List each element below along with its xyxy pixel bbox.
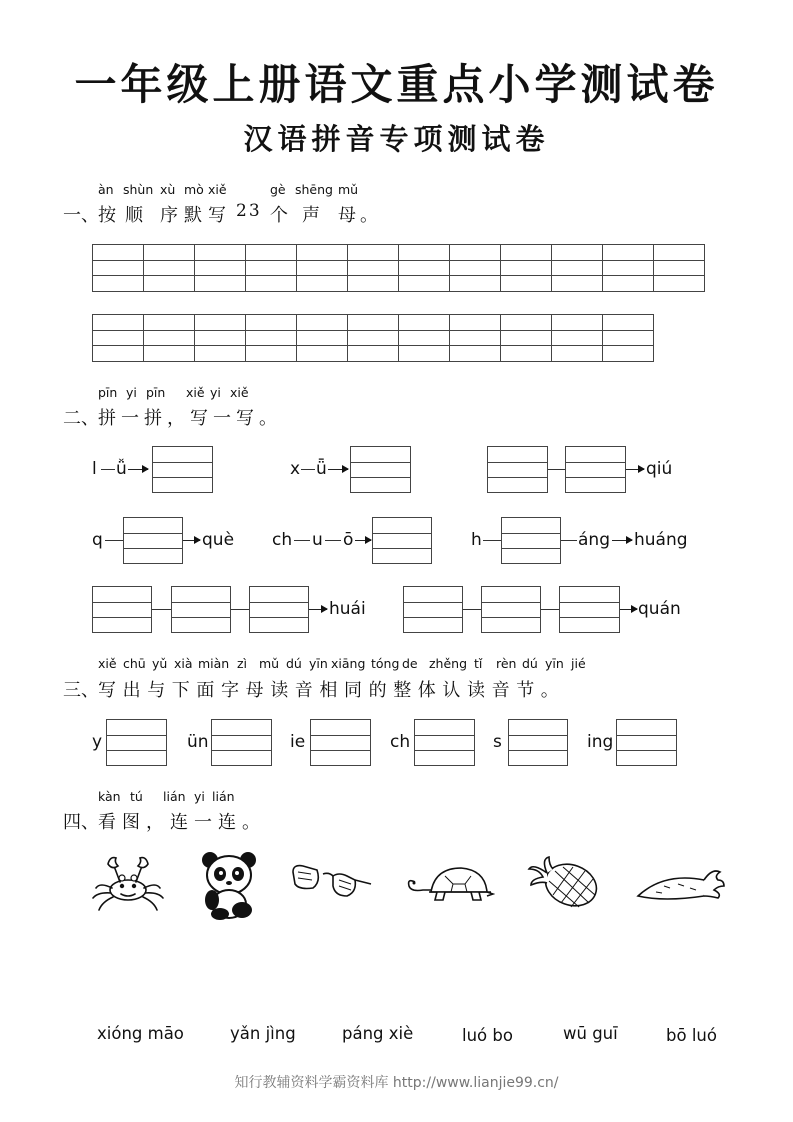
pinyin-an: àn: [98, 182, 114, 197]
answer-box[interactable]: [106, 719, 167, 766]
pinyin-pin: pīn: [98, 385, 118, 400]
letter-ing: ing: [587, 732, 614, 752]
syllable-qiu: qiú: [646, 459, 673, 479]
pinyin: yīn: [545, 656, 564, 671]
syllable-o: ō: [343, 530, 354, 550]
answer-box[interactable]: [414, 719, 475, 766]
q1-char: 个: [270, 205, 288, 226]
arrow-icon: [620, 609, 637, 610]
letter-ch: ch: [390, 732, 411, 752]
question-number: 四、: [63, 812, 99, 833]
q1-number-23: 23: [236, 201, 262, 221]
q1-char: 默: [184, 205, 202, 226]
footer-watermark: 知行教辅资料学霸资料库 http://www.lianjie99.cn/: [234, 1075, 559, 1091]
pinyin: chū: [123, 656, 146, 671]
pinyin: yīn: [309, 656, 328, 671]
syllable-huang: huáng: [634, 530, 688, 550]
question-text: 看图，连一连。: [98, 812, 266, 833]
question-text: 写出与下面字母读音相同的整体认读音节。: [98, 680, 566, 701]
answer-box[interactable]: [211, 719, 272, 766]
syllable-u-umlaut: ǚ: [116, 459, 127, 479]
pinyin-kan: kàn: [98, 789, 121, 804]
arrow-icon: [309, 609, 327, 610]
answer-box[interactable]: [508, 719, 568, 766]
connector-line: [541, 609, 559, 610]
syllable-ang: áng: [578, 530, 610, 550]
q1-char: 母: [338, 205, 356, 226]
arrow-icon: [128, 469, 148, 470]
syllable-x: x: [290, 459, 301, 479]
pinyin-shun: shùn: [123, 182, 154, 197]
carrot-icon[interactable]: [634, 866, 726, 906]
answer-box[interactable]: [403, 586, 463, 633]
answer-pinyin[interactable]: wū guī: [563, 1024, 618, 1043]
pinyin-xie: xiě: [230, 385, 249, 400]
arrow-icon: [626, 469, 644, 470]
pinyin: miàn: [198, 656, 230, 671]
pinyin: mǔ: [259, 656, 280, 671]
answer-box[interactable]: [350, 446, 411, 493]
connector-line: [325, 540, 341, 541]
syllable-quan: quán: [638, 599, 681, 619]
letter-ie: ie: [290, 732, 306, 752]
question-number: 三、: [63, 680, 99, 701]
pinyin-sheng: shēng: [295, 182, 333, 197]
crab-icon[interactable]: [88, 852, 168, 914]
pinyin-tu: tú: [130, 789, 143, 804]
question-number: 二、: [63, 408, 99, 429]
arrow-icon: [183, 540, 200, 541]
writing-grid-row-1[interactable]: [92, 244, 705, 292]
glasses-icon[interactable]: [289, 862, 373, 902]
pinyin: yǔ: [152, 656, 168, 671]
q1-char: 顺: [125, 205, 143, 226]
q1-char: 写: [208, 205, 226, 226]
pinyin-pin: pīn: [146, 385, 166, 400]
answer-box[interactable]: [616, 719, 677, 766]
connector-line: [152, 609, 171, 610]
syllable-u-umlaut: ǖ: [316, 459, 327, 479]
answer-box[interactable]: [249, 586, 309, 633]
letter-y: y: [92, 732, 103, 752]
syllable-ch: ch: [272, 530, 293, 550]
pinyin-yi: yi: [210, 385, 221, 400]
answer-pinyin[interactable]: bō luó: [666, 1026, 717, 1045]
pineapple-icon[interactable]: [527, 855, 603, 911]
pinyin: xiāng: [331, 656, 366, 671]
pinyin: jié: [571, 656, 586, 671]
answer-box[interactable]: [481, 586, 541, 633]
answer-box[interactable]: [372, 517, 432, 564]
syllable-u: u: [312, 530, 323, 550]
q1-char: 。: [360, 205, 378, 226]
syllable-huai: huái: [329, 599, 366, 619]
pinyin-lian: lián: [163, 789, 186, 804]
answer-box[interactable]: [92, 586, 152, 633]
connector-line: [463, 609, 481, 610]
pinyin-yi: yi: [194, 789, 205, 804]
question-number: 一、: [63, 205, 99, 226]
pinyin: zì: [237, 656, 248, 671]
pinyin: dú: [286, 656, 302, 671]
answer-box[interactable]: [559, 586, 620, 633]
answer-box[interactable]: [152, 446, 213, 493]
arrow-icon: [355, 540, 371, 541]
pinyin: xià: [174, 656, 193, 671]
connector-line: [561, 540, 577, 541]
page-title: 一年级上册语文重点小学测试卷: [74, 60, 719, 109]
arrow-icon: [328, 469, 348, 470]
q1-char: 按: [98, 205, 116, 226]
connector-line: [101, 469, 115, 470]
pinyin-mo: mò: [184, 182, 204, 197]
answer-box[interactable]: [565, 446, 626, 493]
letter-s: s: [493, 732, 502, 752]
page-subtitle: 汉语拼音专项测试卷: [243, 122, 550, 156]
syllable-que: què: [202, 530, 235, 550]
arrow-icon: [612, 540, 632, 541]
pinyin-mu: mǔ: [338, 182, 359, 197]
connector-line: [483, 540, 501, 541]
connector-line: [105, 540, 123, 541]
pinyin: dú: [522, 656, 538, 671]
answer-pinyin[interactable]: yǎn jìng: [230, 1024, 296, 1043]
letter-un: ün: [187, 732, 209, 752]
answer-pinyin[interactable]: luó bo: [462, 1026, 513, 1045]
connector-line: [294, 540, 310, 541]
pinyin: rèn: [496, 656, 517, 671]
pinyin-yi: yi: [126, 385, 137, 400]
answer-pinyin[interactable]: xióng māo: [97, 1024, 184, 1043]
pinyin-xu: xù: [160, 182, 176, 197]
pinyin: tóng: [371, 656, 400, 671]
pinyin-lian: lián: [212, 789, 235, 804]
q1-char: 声: [302, 205, 320, 226]
pinyin: xiě: [98, 656, 117, 671]
pinyin-xie: xiě: [186, 385, 205, 400]
answer-box[interactable]: [310, 719, 371, 766]
writing-grid-row-2[interactable]: [92, 314, 654, 362]
pinyin-ge: gè: [270, 182, 286, 197]
pinyin: de: [402, 656, 418, 671]
syllable-q: q: [92, 530, 103, 550]
pinyin-xie: xiě: [208, 182, 227, 197]
q1-char: 序: [160, 205, 178, 226]
question-text: 拼一拼，写一写。: [98, 408, 282, 429]
syllable-h: h: [471, 530, 482, 550]
connector-line: [301, 469, 315, 470]
answer-box[interactable]: [501, 517, 561, 564]
answer-box[interactable]: [487, 446, 548, 493]
connector-line: [548, 469, 565, 470]
syllable-l: l: [92, 459, 97, 479]
answer-box[interactable]: [123, 517, 183, 564]
pinyin: tǐ: [474, 656, 483, 671]
answer-box[interactable]: [171, 586, 231, 633]
panda-icon[interactable]: [198, 848, 260, 920]
answer-pinyin[interactable]: páng xiè: [342, 1024, 414, 1043]
connector-line: [231, 609, 249, 610]
pinyin: zhěng: [429, 656, 468, 671]
turtle-icon[interactable]: [405, 862, 495, 906]
